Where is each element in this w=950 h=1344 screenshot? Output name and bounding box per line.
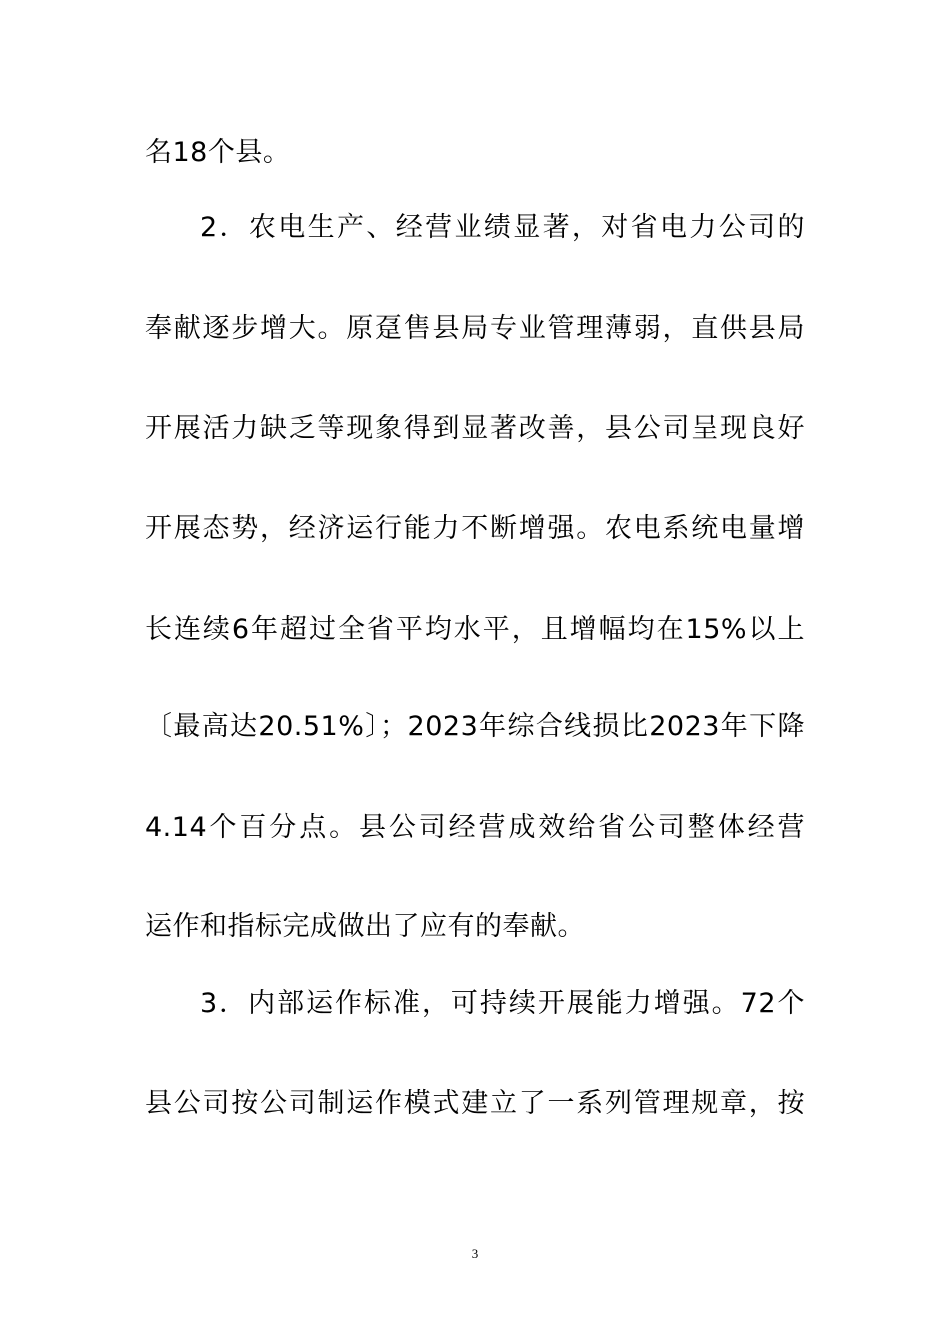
page-number: 3: [471, 1246, 479, 1261]
text-line-10: 3．内部运作标准，可持续开展能力增强。72个: [200, 988, 805, 1019]
text-line-9: 运作和指标完成做出了应有的奉献。: [145, 911, 585, 942]
text-line-3: 奉献逐步增大。原趸售县局专业管理薄弱，直供县局: [145, 313, 805, 344]
text-line-6: 长连续6年超过全省平均水平，且增幅均在15%以上: [145, 614, 805, 645]
text-line-7: 〔最高达20.51%〕；2023年综合线损比2023年下降: [145, 711, 805, 742]
text-line-11: 县公司按公司制运作模式建立了一系列管理规章，按: [145, 1088, 805, 1119]
text-line-5: 开展态势，经济运行能力不断增强。农电系统电量增: [145, 513, 805, 544]
text-line-4: 开展活力缺乏等现象得到显著改善，县公司呈现良好: [145, 413, 805, 444]
text-line-2: 2．农电生产、经营业绩显著，对省电力公司的: [200, 212, 805, 243]
text-line-8: 4.14个百分点。县公司经营成效给省公司整体经营: [145, 812, 805, 843]
text-line-1: 名18个县。: [145, 137, 291, 168]
